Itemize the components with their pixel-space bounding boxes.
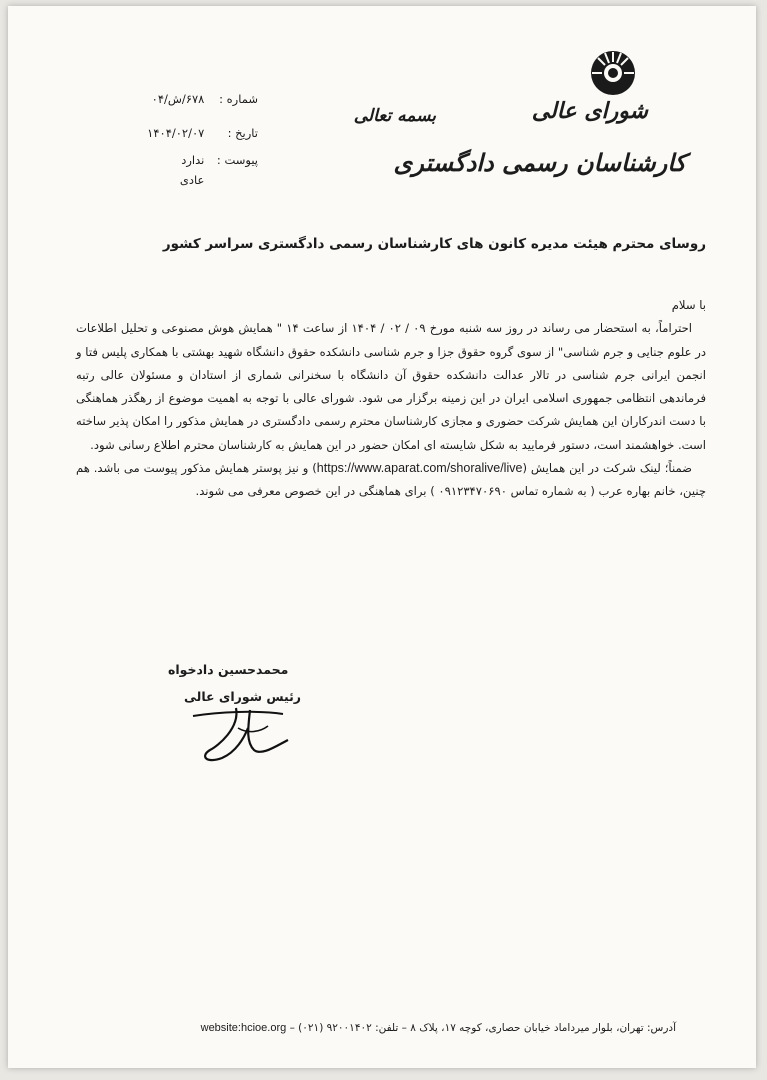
signer-name: محمدحسین دادخواه (168, 662, 289, 677)
letter-number-label: شماره : (219, 92, 258, 106)
body-paragraph-2 (76, 457, 706, 504)
greeting: با سلام (671, 298, 706, 312)
paragraph-2-intro: ضمناً؛ لینک شرکت در این همایش ( (522, 461, 692, 476)
letter-date-row (118, 116, 258, 150)
letter-priority-value: عادی (179, 173, 205, 187)
council-name-line1: شورای عالی (531, 98, 648, 124)
letter-date-label: تاریخ : (227, 126, 258, 140)
letter-meta (118, 82, 258, 190)
letter-attachment-row (118, 150, 258, 170)
letter-attachment-label: پیوست : (216, 153, 258, 167)
body-paragraph-1: احتراماً، به استحضار می رساند در روز سه شنبه مورخ ۰۹ / ۰۲ / ۱۴۰۴ از ساعت ۱۴ " همایش هوش مصنوعی و تحلیل اطلاعات در علوم جنایی و جرم شناسی" از سوی گروه حقوق جزا و جرم شناسی دانشکده حقوق دانشگاه شهید بهشتی با همکاری پلیس فتا و انجمن ایرانی جرم شناسی در تالار عدالت دانشکده حقوق آن دانشگاه با سخنرانی شماری از استادان و مسئولان عالی رتبه فرماندهی انتظامی جمهوری اسلامی ایران در این زمینه برگزار می شود. شورای عالی با توجه به اهمیت موضوع از رهگذر هماهنگی با دست اندرکاران این همایش شرکت حضوری و مجازی کارشناسان محترم رسمی دادگستری در همایش مذکور را امکان پذیر ساخته است. خواهشمند است، دستور فرمایید به شکل شایسته ای امکان حضور در این همایش به کارشناسان محترم اطلاع رسانی شود. (76, 321, 706, 452)
council-name-line2: کارشناسان رسمی دادگستری (393, 148, 686, 177)
paragraph-2-rest: ) و نیز پوستر همایش مذکور پیوست می باشد. هم چنین، خانم بهاره عرب ( به شماره تماس ۰۹۱۲۳۴۷۰۶۹۰ ) برای هماهنگی در این خصوص معرفی می شوند. (76, 461, 706, 499)
letter-number-row (118, 82, 258, 116)
letter-number-value: ۶۷۸/ش/۰۴ (151, 92, 205, 106)
handwritten-signature (188, 698, 298, 768)
letter-attachment-value: ندارد (181, 153, 205, 167)
letter-date-value: ۱۴۰۴/۰۲/۰۷ (147, 126, 205, 140)
letter-body (76, 294, 706, 504)
footer-address: آدرس: تهران، بلوار میرداماد خیابان حصاری، کوچه ۱۷، پلاک ۸ – تلفن: ۹۲۰۰۱۴۰۲ (۰۲۱) – (289, 1022, 676, 1034)
letter-priority-row (118, 170, 258, 190)
aparat-live-link[interactable]: https://www.aparat.com/shoralive/live (316, 461, 523, 476)
council-emblem-icon (590, 50, 636, 96)
addressee: روسای محترم هیئت مدیره کانون های کارشناسان رسمی دادگستری سراسر کشور (162, 236, 706, 252)
letter-footer (201, 1022, 676, 1034)
footer-website-link[interactable]: website:hcioe.org (200, 1022, 287, 1034)
signer-title: رئیس شورای عالی (184, 689, 302, 704)
basmala: بسمه تعالی (353, 106, 436, 126)
letter-page (8, 6, 756, 1068)
